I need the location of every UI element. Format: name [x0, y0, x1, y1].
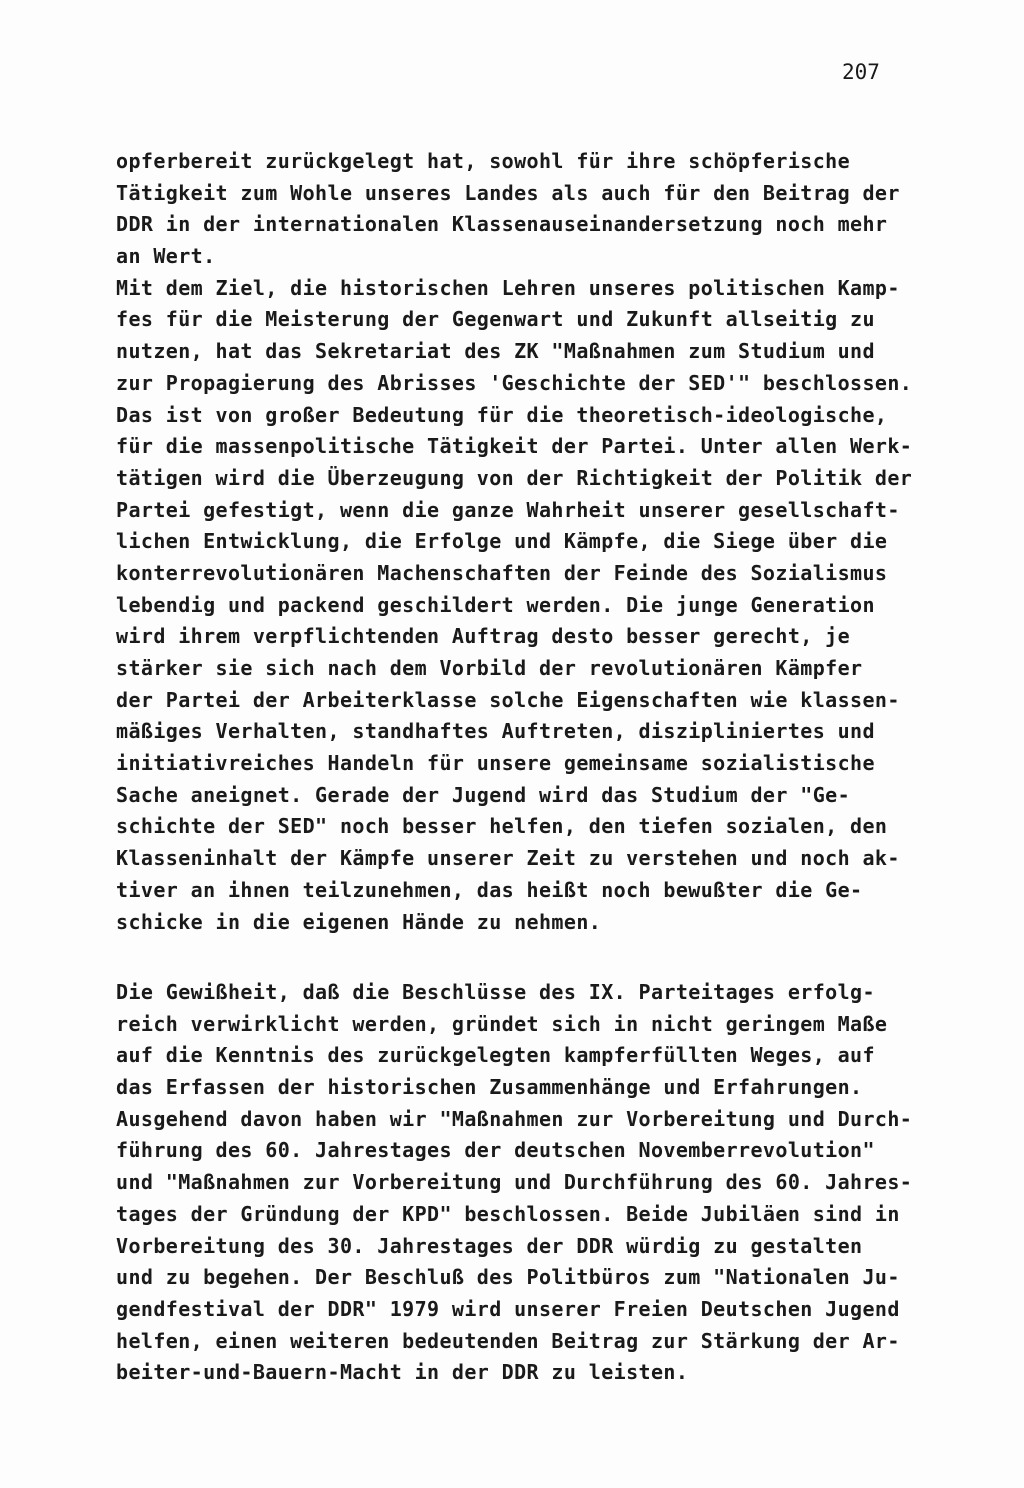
- text-line: Klasseninhalt der Kämpfe unserer Zeit zu verstehen und noch ak-: [116, 846, 900, 871]
- text-line: initiativreiches Handeln für unsere gemeinsame sozialistische: [116, 751, 875, 776]
- text-line: nutzen, hat das Sekretariat des ZK "Maßnahmen zum Studium und: [116, 339, 875, 364]
- text-line: Tätigkeit zum Wohle unseres Landes als auch für den Beitrag der: [116, 180, 900, 205]
- text-line: Die Gewißheit, daß die Beschlüsse des IX. Parteitages erfolg-: [116, 980, 875, 1004]
- text-line: das Erfassen der historischen Zusammenhänge und Erfahrungen.: [116, 1075, 863, 1100]
- text-line: und zu begehen. Der Beschluß des Politbüros zum "Nationalen Ju-: [116, 1265, 900, 1290]
- text-line: tätigen wird die Überzeugung von der Richtigkeit der Politik der: [116, 465, 913, 490]
- text-line: Mit dem Ziel, die historischen Lehren unseres politischen Kamp-: [116, 275, 900, 300]
- text-line: beiter-und-Bauern-Macht in der DDR zu leisten.: [116, 1360, 689, 1385]
- text-line: Sache aneignet. Gerade der Jugend wird das Studium der "Ge-: [116, 782, 851, 807]
- text-line: reich verwirklicht werden, gründet sich in nicht geringem Maße: [116, 1011, 888, 1036]
- text-line: tiver an ihnen teilzunehmen, das heißt noch bewußter die Ge-: [116, 877, 863, 902]
- text-line: und "Maßnahmen zur Vorbereitung und Durchführung des 60. Jahres-: [116, 1170, 913, 1195]
- paragraph-2: [116, 977, 936, 1389]
- text-line: fes für die Meisterung der Gegenwart und Zukunft allseitig zu: [116, 307, 875, 332]
- text-line: Vorbereitung des 30. Jahrestages der DDR würdig zu gestalten: [116, 1233, 863, 1258]
- text-line: lebendig und packend geschildert werden. Die junge Generation: [116, 592, 875, 617]
- text-line: der Partei der Arbeiterklasse solche Eigenschaften wie klassen-: [116, 687, 900, 712]
- text-line: für die massenpolitische Tätigkeit der Partei. Unter allen Werk-: [116, 434, 913, 459]
- text-line: gendfestival der DDR" 1979 wird unserer Freien Deutschen Jugend: [116, 1296, 900, 1321]
- text-line: DDR in der internationalen Klassenauseinandersetzung noch mehr: [116, 212, 888, 237]
- text-line: stärker sie sich nach dem Vorbild der revolutionären Kämpfer: [116, 656, 863, 680]
- text-line: schicke in die eigenen Hände zu nehmen.: [116, 909, 602, 934]
- text-line: auf die Kenntnis des zurückgelegten kampferfüllten Weges, auf: [116, 1043, 875, 1068]
- text-line: zur Propagierung des Abrisses 'Geschichte der SED'" beschlossen.: [116, 370, 913, 395]
- text-line: tages der Gründung der KPD" beschlossen. Beide Jubiläen sind in: [116, 1201, 900, 1226]
- text-line: Partei gefestigt, wenn die ganze Wahrheit unserer gesellschaft-: [116, 497, 900, 522]
- text-line: Ausgehend davon haben wir "Maßnahmen zur Vorbereitung und Durch-: [116, 1106, 913, 1131]
- text-line: führung des 60. Jahrestages der deutschen Novemberrevolution": [116, 1138, 875, 1163]
- text-line: mäßiges Verhalten, standhaftes Auftreten, diszipliniertes und: [116, 719, 875, 744]
- paragraph-1: [116, 146, 936, 938]
- text-line: lichen Entwicklung, die Erfolge und Kämpfe, die Siege über die: [116, 529, 888, 554]
- text-line: an Wert.: [116, 244, 216, 269]
- text-line: wird ihrem verpflichtenden Auftrag desto besser gerecht, je: [116, 624, 851, 649]
- text-line: helfen, einen weiteren bedeutenden Beitrag zur Stärkung der Ar-: [116, 1328, 900, 1353]
- text-line: Das ist von großer Bedeutung für die theoretisch-ideologische,: [116, 402, 888, 427]
- text-line: schichte der SED" noch besser helfen, den tiefen sozialen, den: [116, 814, 888, 839]
- page-number: 207: [842, 60, 880, 84]
- text-line: opferbereit zurückgelegt hat, sowohl für ihre schöpferische: [116, 149, 851, 173]
- text-line: konterrevolutionären Machenschaften der Feinde des Sozialismus: [116, 560, 888, 585]
